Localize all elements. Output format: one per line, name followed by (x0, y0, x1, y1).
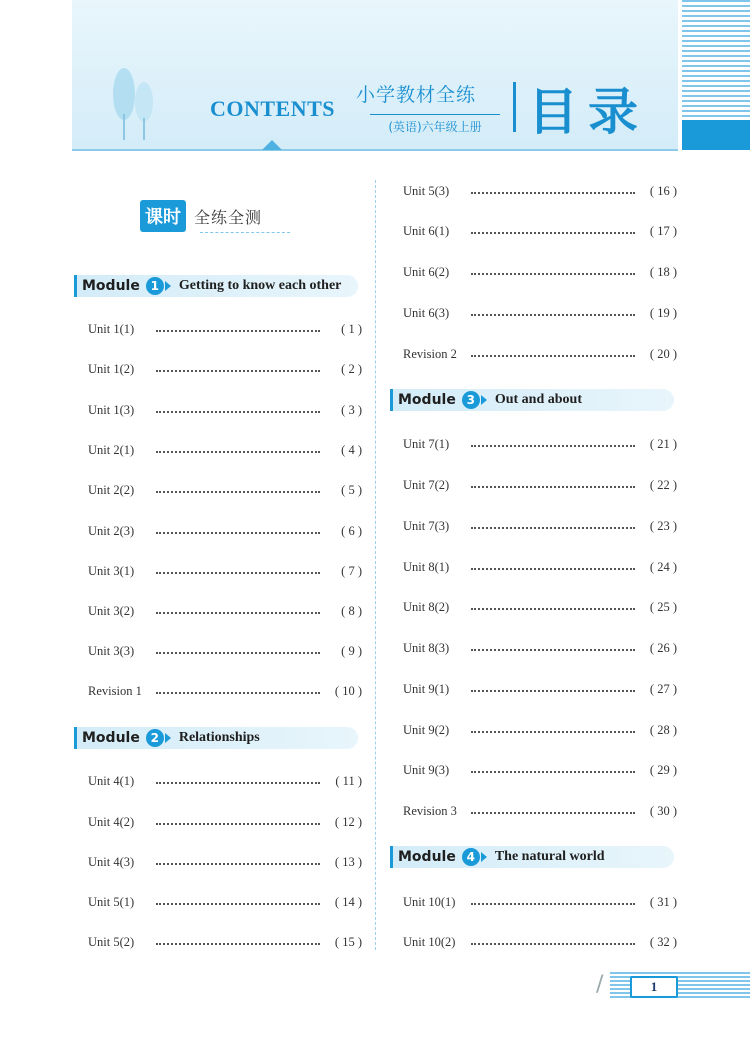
toc-entry-page: ( 7 ) (341, 563, 362, 578)
dot-leader (471, 731, 635, 733)
dot-leader (471, 649, 635, 651)
toc-entry-page: ( 10 ) (334, 683, 362, 698)
toc-entry-page: ( 19 ) (649, 305, 677, 320)
module-number: 2 (146, 729, 164, 747)
toc-entry-label: Unit 1(2) (88, 361, 135, 376)
toc-entry-label: Unit 8(1) (403, 559, 450, 574)
play-arrow-icon (481, 395, 487, 405)
dot-leader (156, 491, 320, 493)
column-divider (375, 180, 376, 950)
toc-entry-page: ( 23 ) (649, 518, 677, 533)
dot-leader (471, 608, 635, 610)
dot-leader (471, 568, 635, 570)
toc-entry-page: ( 14 ) (334, 894, 362, 909)
toc-entry-label: Unit 5(1) (88, 894, 135, 909)
dot-leader (156, 612, 320, 614)
toc-entry-page: ( 11 ) (335, 773, 362, 788)
toc-entry-label: Unit 2(2) (88, 482, 135, 497)
toc-entry[interactable] (403, 436, 677, 452)
page-number: 1 (630, 976, 678, 998)
toc-entry-label: Unit 4(1) (88, 773, 135, 788)
toc-entry-page: ( 17 ) (649, 223, 677, 238)
toc-entry[interactable] (88, 773, 362, 789)
footer-slash: / (596, 972, 604, 997)
module-word: Module (398, 849, 456, 865)
toc-entry[interactable] (403, 722, 677, 738)
toc-entry-label: Unit 5(2) (88, 934, 135, 949)
toc-entry[interactable] (88, 523, 362, 539)
toc-entry-page: ( 12 ) (334, 814, 362, 829)
toc-entry-label: Unit 1(1) (88, 321, 135, 336)
toc-entry[interactable] (403, 559, 677, 575)
toc-entry-page: ( 28 ) (649, 722, 677, 737)
dot-leader (156, 863, 320, 865)
module-header-2[interactable] (74, 727, 358, 749)
toc-entry-page: ( 3 ) (341, 402, 362, 417)
title-divider (513, 82, 516, 132)
toc-entry[interactable] (88, 934, 362, 950)
toc-entry[interactable] (88, 563, 362, 579)
toc-entry[interactable] (88, 683, 362, 699)
toc-entry-page: ( 29 ) (649, 762, 677, 777)
dot-leader (156, 903, 320, 905)
dot-leader (156, 411, 320, 413)
toc-entry-label: Unit 6(3) (403, 305, 450, 320)
toc-entry-label: Unit 4(3) (88, 854, 135, 869)
play-arrow-icon (481, 852, 487, 862)
contents-label: CONTENTS (210, 96, 336, 121)
module-header-4[interactable] (390, 846, 674, 868)
toc-entry[interactable] (88, 894, 362, 910)
module-word: Module (82, 278, 140, 294)
module-title: Getting to know each other (178, 278, 342, 293)
toc-entry-page: ( 25 ) (649, 599, 677, 614)
toc-entry-page: ( 15 ) (334, 934, 362, 949)
dot-leader (156, 782, 320, 784)
toc-entry-page: ( 4 ) (341, 442, 362, 457)
toc-entry-page: ( 32 ) (649, 934, 677, 949)
toc-entry-label: Unit 10(2) (403, 934, 456, 949)
dot-leader (471, 690, 635, 692)
toc-entry[interactable] (88, 402, 362, 418)
toc-entry-page: ( 24 ) (649, 559, 677, 574)
toc-entry-page: ( 21 ) (649, 436, 677, 451)
toc-entry-label: Unit 1(3) (88, 402, 135, 417)
dot-leader (471, 903, 635, 905)
toc-entry[interactable] (403, 640, 677, 656)
toc-entry[interactable] (403, 803, 677, 819)
toc-entry-label: Unit 3(1) (88, 563, 135, 578)
toc-entry[interactable] (403, 264, 677, 280)
header-rule (72, 149, 678, 151)
toc-entry-label: Unit 6(1) (403, 223, 450, 238)
dot-leader (471, 445, 635, 447)
toc-entry-label: Revision 1 (88, 683, 142, 698)
toc-entry-label: Unit 2(1) (88, 442, 135, 457)
toc-entry-page: ( 1 ) (341, 321, 362, 336)
book-name: 小学教材全练 (356, 84, 477, 106)
toc-entry[interactable] (88, 361, 362, 377)
toc-entry-page: ( 9 ) (341, 643, 362, 658)
dot-leader (471, 355, 635, 357)
toc-entry-label: Unit 7(2) (403, 477, 450, 492)
toc-entry-page: ( 8 ) (341, 603, 362, 618)
toc-entry-page: ( 31 ) (649, 894, 677, 909)
module-number: 3 (462, 391, 480, 409)
dot-leader (471, 943, 635, 945)
toc-entry[interactable] (403, 477, 677, 493)
toc-entry[interactable] (88, 643, 362, 659)
header-notch-icon (262, 140, 282, 150)
toc-entry-page: ( 18 ) (649, 264, 677, 279)
book-subtitle: (英语)六年级上册 (370, 114, 500, 135)
toc-entry[interactable] (403, 183, 677, 199)
dot-leader (471, 192, 635, 194)
toc-entry[interactable] (88, 814, 362, 830)
toc-entry-label: Unit 9(1) (403, 681, 450, 696)
play-arrow-icon (165, 733, 171, 743)
dot-leader (156, 652, 320, 654)
toc-entry-label: Unit 7(1) (403, 436, 450, 451)
toc-entry-page: ( 20 ) (649, 346, 677, 361)
toc-entry-page: ( 2 ) (341, 361, 362, 376)
module-title: Out and about (494, 392, 582, 407)
module-header-3[interactable] (390, 389, 674, 411)
toc-entry[interactable] (403, 762, 677, 778)
header-accent-block (682, 120, 750, 150)
dot-leader (471, 486, 635, 488)
page-title: 目录 (528, 83, 648, 141)
module-number: 1 (146, 277, 164, 295)
toc-entry-label: Unit 8(3) (403, 640, 450, 655)
toc-entry-page: ( 13 ) (334, 854, 362, 869)
toc-entry[interactable] (88, 482, 362, 498)
dot-leader (156, 943, 320, 945)
toc-entry-label: Unit 10(1) (403, 894, 456, 909)
section-badge (140, 200, 262, 236)
toc-entry-page: ( 26 ) (649, 640, 677, 655)
toc-entry-label: Unit 7(3) (403, 518, 450, 533)
dot-leader (471, 812, 635, 814)
toc-entry-label: Unit 3(3) (88, 643, 135, 658)
dot-leader (471, 527, 635, 529)
module-word: Module (398, 392, 456, 408)
toc-entry-label: Revision 2 (403, 346, 457, 361)
toc-entry-page: ( 5 ) (341, 482, 362, 497)
toc-entry-page: ( 6 ) (341, 523, 362, 538)
toc-entry-label: Unit 6(2) (403, 264, 450, 279)
module-title: The natural world (494, 849, 605, 864)
dot-leader (156, 692, 320, 694)
dot-leader (156, 572, 320, 574)
toc-entry[interactable] (88, 854, 362, 870)
module-header-1[interactable] (74, 275, 358, 297)
dot-leader (471, 314, 635, 316)
toc-entry-label: Unit 3(2) (88, 603, 135, 618)
header-stripes (682, 0, 750, 120)
toc-entry-label: Unit 9(3) (403, 762, 450, 777)
toc-entry-label: Unit 2(3) (88, 523, 135, 538)
toc-entry[interactable] (403, 894, 677, 910)
trees-icon (104, 62, 164, 142)
toc-entry[interactable] (403, 518, 677, 534)
section-badge-sub: 全练全测 (194, 207, 263, 227)
module-word: Module (82, 730, 140, 746)
dot-leader (156, 532, 320, 534)
toc-entry[interactable] (403, 305, 677, 321)
play-arrow-icon (165, 281, 171, 291)
dot-leader (471, 232, 635, 234)
toc-entry[interactable] (403, 599, 677, 615)
toc-entry-page: ( 16 ) (649, 183, 677, 198)
toc-entry[interactable] (88, 442, 362, 458)
toc-entry-page: ( 27 ) (649, 681, 677, 696)
section-badge-main: 课时 (140, 200, 186, 232)
dot-leader (156, 451, 320, 453)
toc-entry-label: Unit 5(3) (403, 183, 450, 198)
module-number: 4 (462, 848, 480, 866)
badge-underline (200, 232, 290, 233)
toc-entry[interactable] (403, 346, 677, 362)
toc-entry[interactable] (403, 681, 677, 697)
toc-entry-label: Unit 4(2) (88, 814, 135, 829)
toc-entry[interactable] (88, 603, 362, 619)
toc-entry-label: Revision 3 (403, 803, 457, 818)
toc-entry[interactable] (403, 934, 677, 950)
dot-leader (471, 771, 635, 773)
module-title: Relationships (178, 730, 260, 745)
dot-leader (156, 370, 320, 372)
toc-entry-page: ( 22 ) (649, 477, 677, 492)
dot-leader (471, 273, 635, 275)
toc-entry-label: Unit 9(2) (403, 722, 450, 737)
dot-leader (156, 823, 320, 825)
toc-entry[interactable] (88, 321, 362, 337)
toc-entry-label: Unit 8(2) (403, 599, 450, 614)
dot-leader (156, 330, 320, 332)
toc-entry[interactable] (403, 223, 677, 239)
toc-entry-page: ( 30 ) (649, 803, 677, 818)
